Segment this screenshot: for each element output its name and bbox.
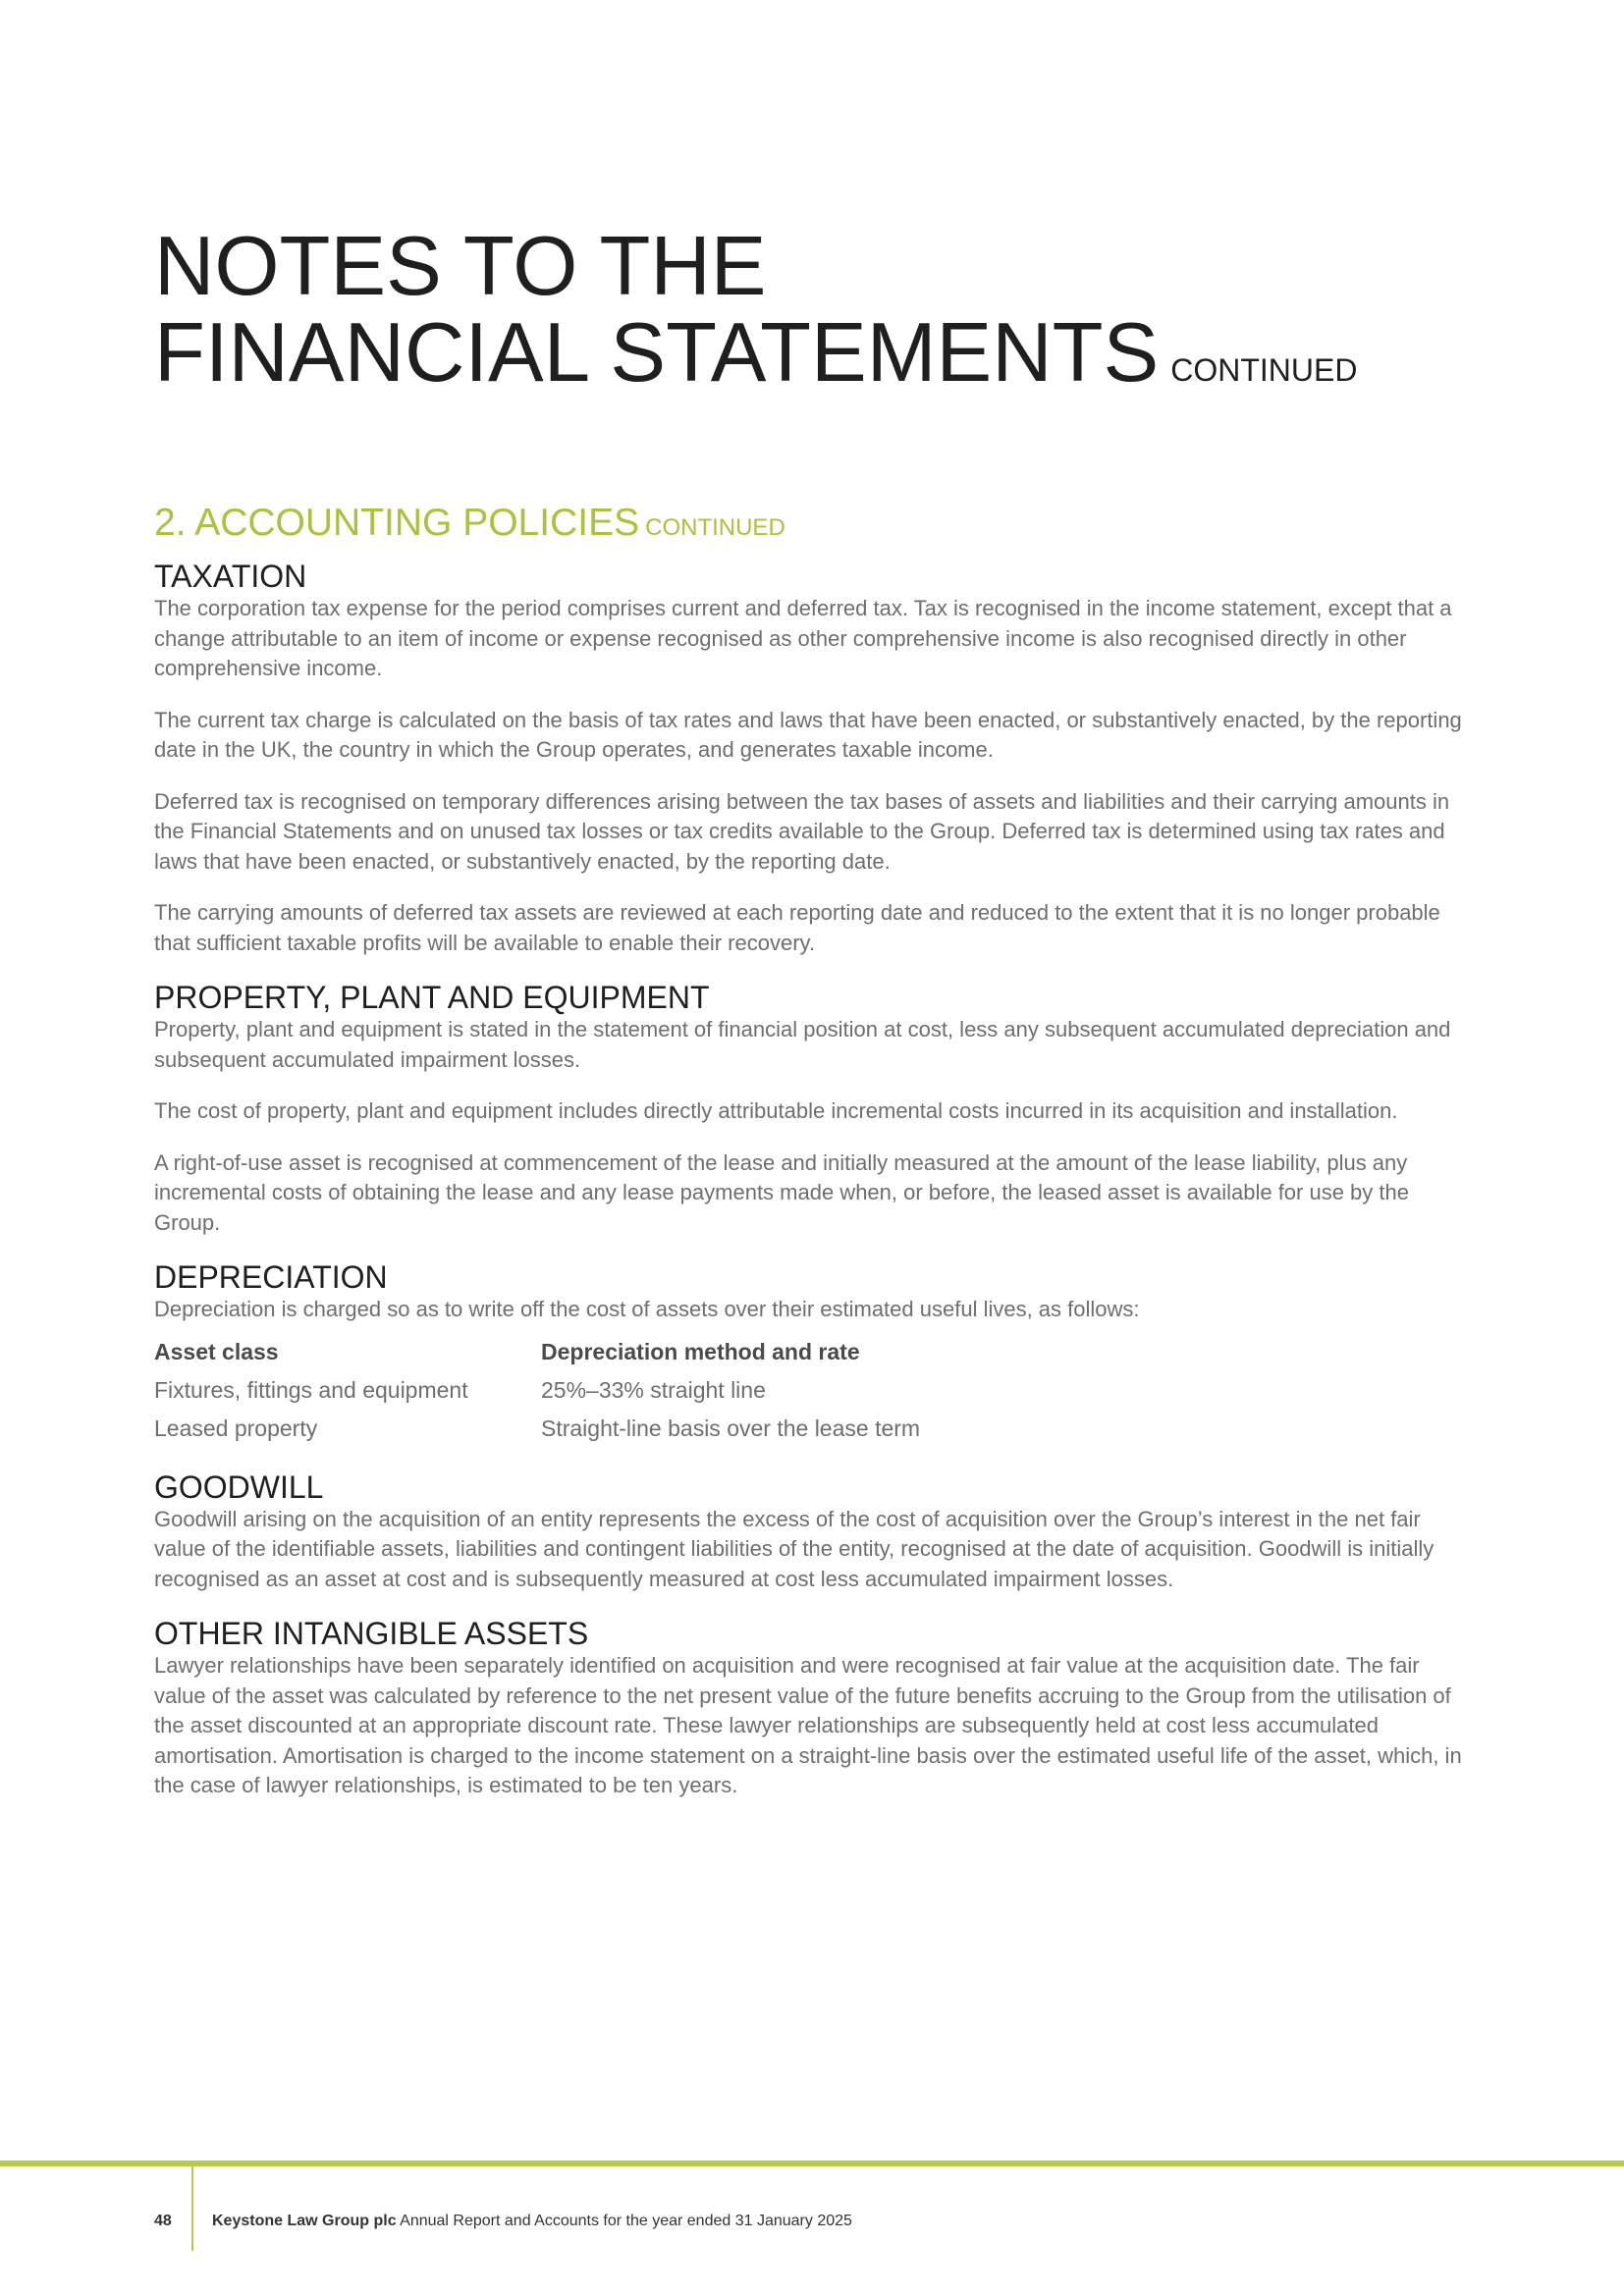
page-title-line-2 bbox=[154, 306, 1358, 413]
ppe-heading: PROPERTY, PLANT AND EQUIPMENT bbox=[154, 980, 710, 1015]
footer-divider bbox=[191, 2166, 193, 2251]
goodwill-paragraph: Goodwill arising on the acquisition of an entity represents the excess of the cost of acquisition over the Group’s interest in the net fair value of the identifiable assets, liabilities and contingent liabilities of the entity, recognised at the date of acquisition. Goodwill is initially recognised as an asset at cost and is subsequently measured at cost less accumulated impairment losses. bbox=[154, 1506, 1435, 1591]
ppe-paragraph-3: A right-of-use asset is recognised at commencement of the lease and initially measured at the amount of the lease liability, plus any incremental costs of obtaining the lease and any lease payments made when, or before, the leased asset is available for use by the Group. bbox=[154, 1149, 1409, 1235]
ppe-paragraph-2: The cost of property, plant and equipment includes directly attributable incremental costs incurred in its acquisition and installation. bbox=[154, 1098, 1398, 1123]
taxation-paragraph-4: The carrying amounts of deferred tax assets are reviewed at each reporting date and reduced to the extent that it is no longer probable that sufficient taxable profits will be available to enable their recovery. bbox=[154, 900, 1440, 955]
page-title-line-2-text: FINANCIAL STATEMENTS bbox=[154, 306, 1160, 400]
intangibles-paragraph: Lawyer relationships have been separately identified on acquisition and were recognised at fair value at the acquisition date. The fair value of the asset was calculated by reference to the net present value of the future benefits accruing to the Group from the utilisation of the asset discounted at an appropriate discount rate. These lawyer relationships are subsequently held at cost less accumulated amortisation. Amortisation is charged to the income statement on a straight-line basis over the estimated useful life of the asset, which, in the case of lawyer relationships, is estimated to be ten years. bbox=[154, 1653, 1462, 1797]
footer-company: Keystone Law Group plc bbox=[212, 2213, 397, 2229]
section-title-suffix: CONTINUED bbox=[645, 514, 785, 541]
taxation-section bbox=[154, 559, 1475, 958]
depreciation-table bbox=[154, 1333, 920, 1448]
table-header-row bbox=[154, 1333, 920, 1371]
section-title-text: 2. ACCOUNTING POLICIES bbox=[154, 502, 640, 544]
table-header-method: Depreciation method and rate bbox=[541, 1338, 860, 1364]
intangibles-heading: OTHER INTANGIBLE ASSETS bbox=[154, 1616, 589, 1651]
table-cell: Leased property bbox=[154, 1415, 318, 1441]
goodwill-section bbox=[154, 1469, 1475, 1595]
page-title-line-1: NOTES TO THE bbox=[154, 220, 767, 313]
footer-rule bbox=[0, 2161, 1624, 2166]
taxation-paragraph-2: The current tax charge is calculated on the basis of tax rates and laws that have been enacted, or substantively enacted, by the reporting date in the UK, the country in which the Group operates, and generates taxable income. bbox=[154, 707, 1462, 762]
ppe-paragraph-1: Property, plant and equipment is stated in the statement of financial position at cost, less any subsequent accumulated depreciation and subsequent accumulated impairment losses. bbox=[154, 1017, 1451, 1072]
footer-text bbox=[212, 2213, 852, 2230]
main-content bbox=[154, 501, 1475, 1823]
footer-report: Annual Report and Accounts for the year ended 31 January 2025 bbox=[396, 2213, 852, 2229]
table-cell: Straight-line basis over the lease term bbox=[541, 1415, 921, 1441]
goodwill-heading: GOODWILL bbox=[154, 1468, 324, 1505]
intangibles-section bbox=[154, 1616, 1475, 1801]
table-cell: 25%–33% straight line bbox=[541, 1376, 766, 1403]
depreciation-intro: Depreciation is charged so as to write off the cost of assets over their estimated useful lives, as follows: bbox=[154, 1297, 1140, 1321]
depreciation-heading: DEPRECIATION bbox=[154, 1259, 388, 1295]
taxation-heading: TAXATION bbox=[154, 559, 307, 594]
table-header-asset-class: Asset class bbox=[154, 1338, 279, 1364]
ppe-section bbox=[154, 980, 1475, 1238]
taxation-paragraph-1: The corporation tax expense for the period comprises current and deferred tax. Tax is recognised in the income statement, except that a change attributable to an item of income or expense recognised as other comprehensive income is also recognised directly in other comprehensive income. bbox=[154, 596, 1452, 680]
page-number: 48 bbox=[154, 2213, 172, 2229]
depreciation-section bbox=[154, 1259, 1475, 1448]
table-row bbox=[154, 1371, 920, 1410]
page-title bbox=[154, 220, 1358, 413]
table-row bbox=[154, 1410, 920, 1448]
section-title bbox=[154, 501, 1475, 551]
page-title-suffix: CONTINUED bbox=[1170, 352, 1358, 388]
taxation-paragraph-3: Deferred tax is recognised on temporary differences arising between the tax bases of assets and liabilities and their carrying amounts in the Financial Statements and on unused tax losses or tax credits available to the Group. Deferred tax is determined using tax rates and laws that have been enacted, or substantively enacted, by the reporting date. bbox=[154, 788, 1450, 874]
table-cell: Fixtures, fittings and equipment bbox=[154, 1376, 468, 1403]
